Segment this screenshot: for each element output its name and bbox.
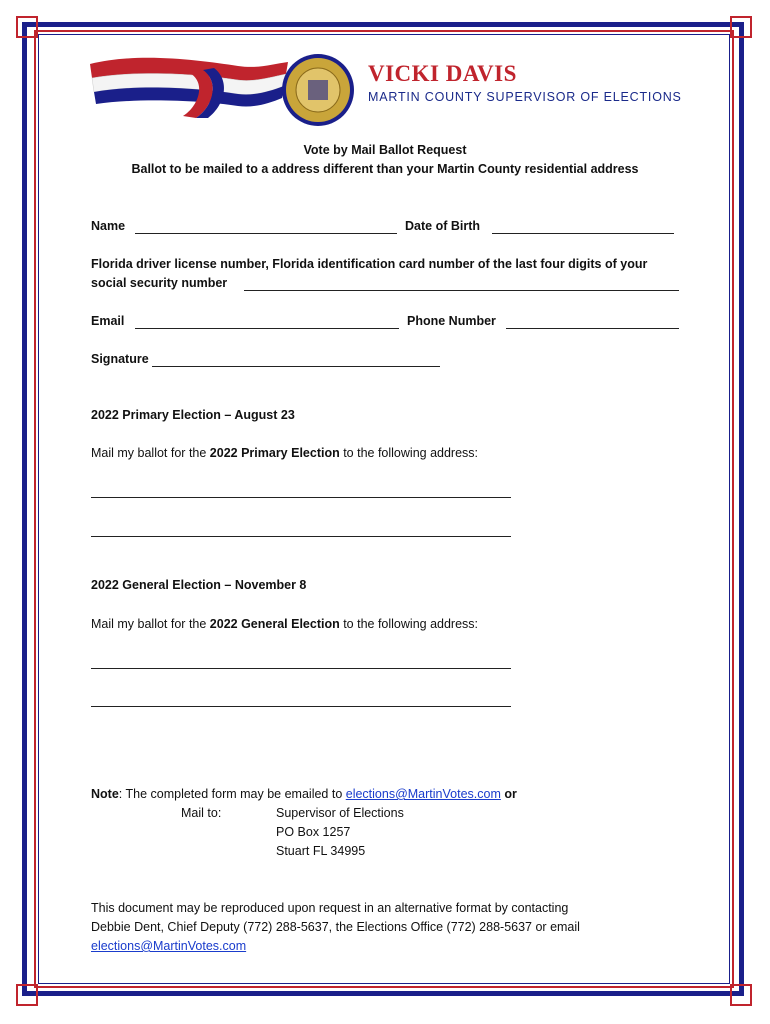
id-label-line1: Florida driver license number, Florida identification card number of the last four digits of your xyxy=(91,257,648,271)
primary-address-line-2[interactable] xyxy=(91,536,511,537)
org-name: VICKI DAVIS xyxy=(368,61,517,86)
footer-email-link[interactable]: elections@MartinVotes.com xyxy=(91,939,247,953)
dob-label: Date of Birth xyxy=(405,219,480,233)
mail-address-line1: Supervisor of Elections xyxy=(276,806,404,820)
flag-ribbon-and-seal-icon xyxy=(88,52,358,128)
general-instruction: Mail my ballot for the 2022 General Election to the following address: xyxy=(91,617,479,631)
mail-address-line3: Stuart FL 34995 xyxy=(276,844,366,858)
email-field[interactable] xyxy=(135,328,399,329)
note-line: Note: The completed form may be emailed to elections@MartinVotes.com or xyxy=(91,787,517,801)
signature-label: Signature xyxy=(91,352,149,366)
general-address-line-1[interactable] xyxy=(91,668,511,669)
signature-field[interactable] xyxy=(152,366,440,367)
mail-to-label: Mail to: xyxy=(181,806,222,820)
footer-line1: This document may be reproduced upon request in an alternative format by contacting xyxy=(91,901,569,915)
corner-ornament-top-left xyxy=(16,16,38,38)
mail-address-line2: PO Box 1257 xyxy=(276,825,351,839)
corner-ornament-top-right xyxy=(730,16,752,38)
primary-address-line-1[interactable] xyxy=(91,497,511,498)
note-email-link[interactable]: elections@MartinVotes.com xyxy=(345,787,501,801)
primary-instruction: Mail my ballot for the 2022 Primary Election to the following address: xyxy=(91,446,479,460)
primary-heading: 2022 Primary Election – August 23 xyxy=(91,408,295,422)
form-title: Vote by Mail Ballot Request xyxy=(303,143,467,157)
org-subtitle: MARTIN COUNTY SUPERVISOR OF ELECTIONS xyxy=(368,90,682,104)
corner-ornament-bottom-left xyxy=(16,984,38,1006)
general-address-line-2[interactable] xyxy=(91,706,511,707)
id-number-field[interactable] xyxy=(244,290,679,291)
header-logo xyxy=(88,52,688,128)
page-border-inner-thin xyxy=(38,34,730,984)
name-label: Name xyxy=(91,219,126,233)
dob-field[interactable] xyxy=(492,233,674,234)
phone-label: Phone Number xyxy=(407,314,496,328)
id-label-line2: social security number xyxy=(91,276,228,290)
email-label: Email xyxy=(91,314,125,328)
corner-ornament-bottom-right xyxy=(730,984,752,1006)
general-heading: 2022 General Election – November 8 xyxy=(91,578,307,592)
name-field[interactable] xyxy=(135,233,397,234)
phone-field[interactable] xyxy=(506,328,679,329)
form-subtitle: Ballot to be mailed to a address different than your Martin County residential address xyxy=(131,162,639,176)
footer-line2: Debbie Dent, Chief Deputy (772) 288-5637, the Elections Office (772) 288-5637 or email xyxy=(91,920,580,934)
